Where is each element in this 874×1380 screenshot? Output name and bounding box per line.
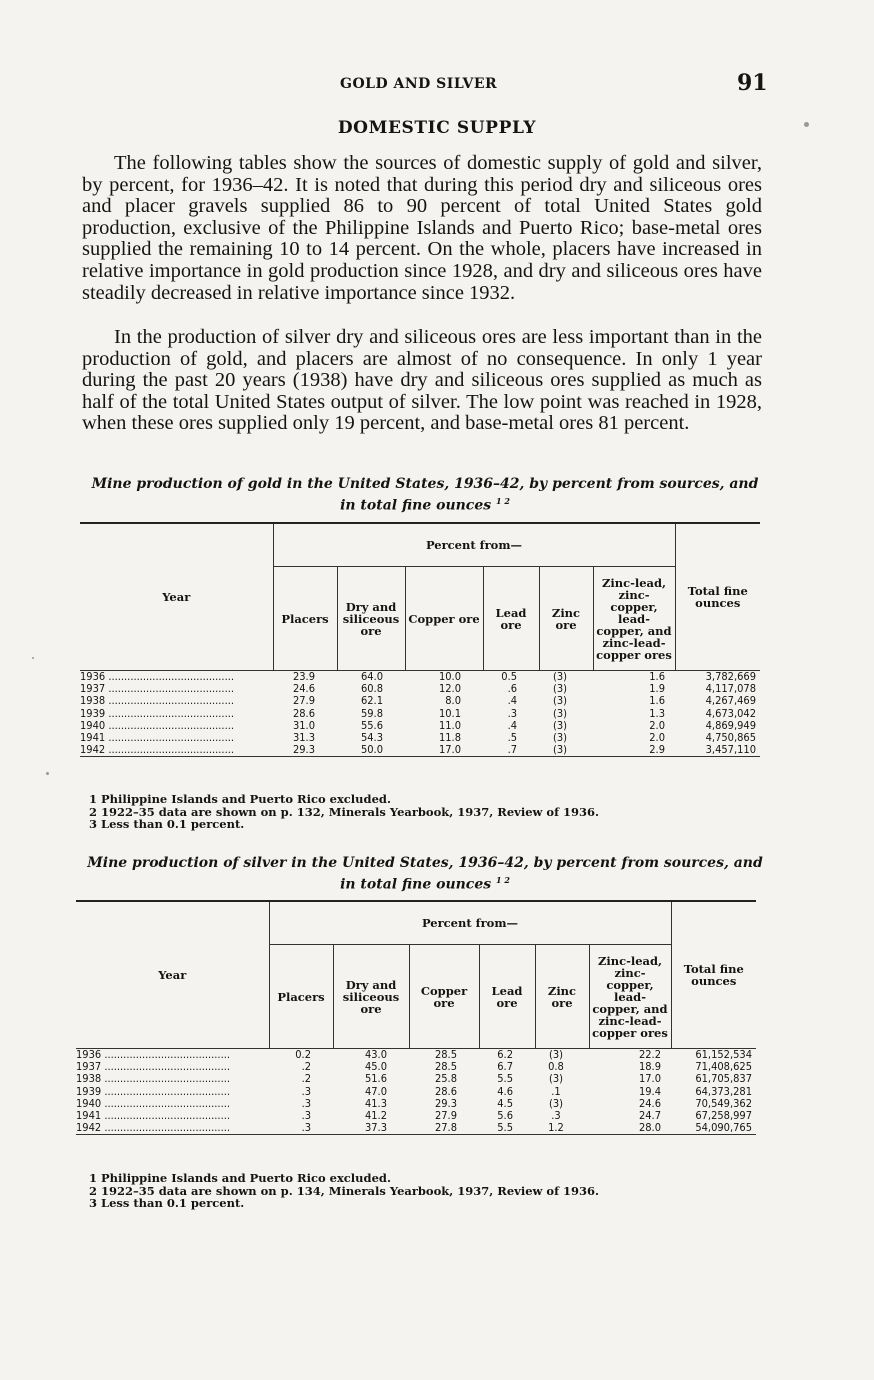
- cell-zinc: (3): [548, 1072, 564, 1086]
- silver-header-percent-from: Percent from—: [269, 901, 671, 945]
- silver-production-table: [76, 900, 756, 1135]
- cell-zinc-lead: 2.0: [649, 731, 665, 745]
- cell-placers: .3: [269, 1122, 333, 1135]
- silver-header-lead: Lead ore: [479, 945, 535, 1049]
- cell-placers: 28.6: [292, 706, 315, 720]
- scan-speck: [32, 657, 34, 659]
- cell-zinc: (3): [552, 706, 568, 720]
- gold-caption-line-2: [80, 493, 770, 515]
- running-title: GOLD AND SILVER: [340, 76, 498, 92]
- cell-zinc: (3): [552, 718, 568, 732]
- gold-caption-footnote-refs: 1 2: [496, 496, 510, 506]
- row-year: 1940 ........................................: [76, 1097, 231, 1110]
- cell-dry: 50.0: [337, 744, 405, 757]
- cell-copper: 27.9: [434, 1109, 457, 1123]
- cell-zinc: (3): [552, 731, 568, 745]
- cell-zinc-lead: 17.0: [638, 1072, 661, 1086]
- cell-zinc-lead: 18.9: [638, 1060, 661, 1074]
- paragraph-2: In the production of silver dry and siliceous ores are less important than in the production of gold, and placers are almost of no consequence. In only 1 year during the past 20 years (1938) have dry and siliceous ores supplied as much as half of the total United States output of silver. The low point was reached in 1928, when these ores supplied only 19 percent, and base-metal ores 81 percent.: [82, 326, 762, 435]
- cell-dry: 60.8: [360, 682, 383, 696]
- cell-dry: 54.3: [360, 731, 383, 745]
- table-row: [80, 708, 760, 720]
- silver-header-zinc-lead: Zinc-lead, zinc-copper, lead-copper, and zinc-lead-copper ores: [589, 945, 671, 1049]
- cell-dry: 51.6: [364, 1072, 387, 1086]
- row-year: 1942 ........................................: [76, 1122, 269, 1135]
- table-row: [76, 1086, 756, 1098]
- gold-header-year: Year: [80, 523, 273, 670]
- cell-total: 54,090,765: [671, 1122, 756, 1135]
- cell-total: 71,408,625: [695, 1060, 752, 1074]
- cell-copper: 11.0: [438, 718, 461, 732]
- cell-copper: 28.6: [434, 1084, 457, 1098]
- table-row: [76, 1073, 756, 1085]
- cell-total: 61,152,534: [695, 1048, 752, 1061]
- cell-placers: 31.3: [292, 731, 315, 745]
- gold-header-placers: Placers: [273, 567, 337, 671]
- cell-dry: 55.6: [360, 718, 383, 732]
- cell-copper: 10.1: [438, 706, 461, 720]
- cell-copper: 10.0: [438, 670, 461, 683]
- cell-zinc: (3): [539, 744, 593, 757]
- cell-total: 4,117,078: [705, 682, 756, 696]
- gold-header-zinc-lead: Zinc-lead, zinc-copper, lead-copper, and zinc-lead-copper ores: [593, 567, 675, 671]
- cell-zinc: (3): [552, 694, 568, 708]
- cell-zinc-lead: 24.7: [638, 1109, 661, 1123]
- cell-copper: 17.0: [405, 744, 483, 757]
- cell-lead: 5.5: [479, 1122, 535, 1135]
- silver-header-zinc: Zinc ore: [535, 945, 589, 1049]
- cell-dry: 59.8: [360, 706, 383, 720]
- silver-header-copper: Copper ore: [409, 945, 479, 1049]
- cell-dry: 41.2: [364, 1109, 387, 1123]
- silver-footnotes: [89, 1172, 599, 1210]
- row-year: 1937 ........................................: [80, 683, 235, 696]
- row-year: 1937 ........................................: [76, 1061, 231, 1074]
- cell-total: 3,457,110: [675, 744, 760, 757]
- row-year: 1939 ........................................: [80, 707, 235, 720]
- cell-placers: .3: [301, 1096, 311, 1110]
- silver-header-placers: Placers: [269, 945, 333, 1049]
- silver-caption-footnote-refs: 1 2: [496, 875, 510, 885]
- silver-footnote-3: 3 Less than 0.1 percent.: [89, 1196, 245, 1210]
- cell-copper: 8.0: [445, 694, 461, 708]
- cell-placers: .3: [301, 1084, 311, 1098]
- cell-lead: 6.2: [497, 1048, 513, 1061]
- cell-lead: 5.5: [497, 1072, 513, 1086]
- cell-copper: 25.8: [434, 1072, 457, 1086]
- cell-total: 3,782,669: [705, 670, 756, 683]
- cell-copper: 28.5: [434, 1048, 457, 1061]
- cell-placers: 0.2: [295, 1048, 311, 1061]
- table-row: [80, 695, 760, 707]
- cell-total: 61,705,837: [695, 1072, 752, 1086]
- cell-placers: .2: [301, 1072, 311, 1086]
- row-year: 1941 ........................................: [80, 732, 235, 745]
- cell-placers: 27.9: [292, 694, 315, 708]
- cell-zinc-lead: 24.6: [638, 1096, 661, 1110]
- cell-copper: 11.8: [438, 731, 461, 745]
- row-year: 1938 ........................................: [76, 1073, 231, 1086]
- row-year: 1936 ........................................: [80, 670, 235, 683]
- cell-placers: 23.9: [292, 670, 315, 683]
- cell-zinc-lead: 28.0: [589, 1122, 671, 1135]
- gold-header-copper: Copper ore: [405, 567, 483, 671]
- gold-header-zinc: Zinc ore: [539, 567, 593, 671]
- cell-lead: .5: [507, 731, 517, 745]
- row-year: 1939 ........................................: [76, 1085, 231, 1098]
- silver-header-total: Total fine ounces: [671, 901, 756, 1048]
- cell-dry: 43.0: [364, 1048, 387, 1061]
- cell-lead: 0.5: [501, 670, 517, 683]
- cell-placers: .3: [301, 1109, 311, 1123]
- gold-footnotes: [89, 793, 599, 831]
- cell-dry: 47.0: [364, 1084, 387, 1098]
- silver-footnote-1: 1 Philippine Islands and Puerto Rico excluded.: [89, 1171, 391, 1185]
- cell-lead: .4: [507, 694, 517, 708]
- silver-caption-line-1: Mine production of silver in the United States, 1936–42, by percent from sources, and: [87, 855, 763, 871]
- scan-speck: [46, 772, 49, 775]
- silver-caption-line-2: [80, 872, 770, 894]
- cell-zinc-lead: 1.9: [649, 682, 665, 696]
- cell-lead: 4.6: [497, 1084, 513, 1098]
- cell-zinc-lead: 1.6: [649, 670, 665, 683]
- row-year: 1941 ........................................: [76, 1110, 231, 1123]
- table-row: [76, 1122, 756, 1135]
- cell-lead: 4.5: [497, 1096, 513, 1110]
- gold-footnote-1: 1 Philippine Islands and Puerto Rico excluded.: [89, 792, 391, 806]
- cell-total: 70,549,362: [695, 1096, 752, 1110]
- cell-dry: 64.0: [360, 670, 383, 683]
- gold-header-total: Total fine ounces: [675, 523, 760, 670]
- cell-dry: 62.1: [360, 694, 383, 708]
- cell-dry: 45.0: [364, 1060, 387, 1074]
- silver-footnote-2: 2 1922–35 data are shown on p. 134, Minerals Yearbook, 1937, Review of 1936.: [89, 1183, 600, 1198]
- cell-total: 4,750,865: [705, 731, 756, 745]
- silver-header-year: Year: [76, 901, 269, 1048]
- cell-zinc: .3: [551, 1109, 561, 1123]
- silver-caption-line-2-text: in total fine ounces: [340, 876, 492, 893]
- gold-header-dry: Dry and siliceous ore: [337, 567, 405, 671]
- section-title: DOMESTIC SUPPLY: [337, 118, 537, 138]
- cell-lead: .3: [507, 706, 517, 720]
- cell-zinc: (3): [552, 682, 568, 696]
- cell-total: 4,673,042: [705, 706, 756, 720]
- cell-copper: 12.0: [438, 682, 461, 696]
- cell-dry: 37.3: [333, 1122, 409, 1135]
- cell-total: 64,373,281: [695, 1084, 752, 1098]
- gold-caption-line-1: Mine production of gold in the United States, 1936–42, by percent from sources, and: [91, 476, 759, 492]
- cell-placers: 24.6: [292, 682, 315, 696]
- cell-total: 4,869,949: [705, 718, 756, 732]
- cell-zinc: (3): [548, 1048, 564, 1061]
- cell-lead: 5.6: [497, 1109, 513, 1123]
- cell-zinc: (3): [548, 1096, 564, 1110]
- silver-table-caption: [80, 855, 770, 894]
- cell-dry: 41.3: [364, 1096, 387, 1110]
- cell-placers: .2: [301, 1060, 311, 1074]
- cell-placers: 29.3: [273, 744, 337, 757]
- row-year: 1940 ........................................: [80, 719, 235, 732]
- cell-lead: .4: [507, 718, 517, 732]
- gold-caption-line-2-text: in total fine ounces: [340, 497, 492, 514]
- cell-total: 67,258,997: [695, 1109, 752, 1123]
- cell-placers: 31.0: [292, 718, 315, 732]
- cell-zinc-lead: 1.3: [649, 706, 665, 720]
- cell-copper: 27.8: [409, 1122, 479, 1135]
- cell-zinc: .1: [551, 1084, 561, 1098]
- gold-header-lead: Lead ore: [483, 567, 539, 671]
- cell-lead: 6.7: [497, 1060, 513, 1074]
- cell-zinc-lead: 2.9: [593, 744, 675, 757]
- cell-zinc-lead: 2.0: [649, 718, 665, 732]
- cell-zinc-lead: 19.4: [638, 1084, 661, 1098]
- gold-header-percent-from: Percent from—: [273, 523, 675, 567]
- gold-footnote-2: 2 1922–35 data are shown on p. 132, Minerals Yearbook, 1937, Review of 1936.: [89, 804, 600, 819]
- gold-footnote-3: 3 Less than 0.1 percent.: [89, 817, 245, 831]
- cell-lead: .7: [483, 744, 539, 757]
- cell-zinc: (3): [552, 670, 568, 683]
- cell-zinc-lead: 22.2: [638, 1048, 661, 1061]
- row-year: 1942 ........................................: [80, 744, 273, 757]
- paragraph-1: The following tables show the sources of domestic supply of gold and silver, by percent, for 1936–42. It is noted that during this period dry and siliceous ores and placer gravels supplied 86 to 90 percent of total United States gold production, exclusive of the Philippine Islands and Puerto Rico; base-metal ores supplied the remaining 10 to 14 percent. On the whole, placers have increased in relative importance in gold production since 1928, and dry and siliceous ores have steadily decreased in relative importance since 1932.: [82, 152, 762, 304]
- row-year: 1938 ........................................: [80, 695, 235, 708]
- silver-header-dry: Dry and siliceous ore: [333, 945, 409, 1049]
- scan-speck: [804, 122, 809, 127]
- row-year: 1936 ........................................: [76, 1048, 231, 1061]
- gold-production-table: [80, 522, 760, 757]
- cell-zinc: 1.2: [535, 1122, 589, 1135]
- page-number: 91: [737, 70, 768, 96]
- gold-table-caption: [80, 476, 770, 515]
- cell-zinc: 0.8: [548, 1060, 564, 1074]
- table-row: [80, 744, 760, 757]
- cell-copper: 29.3: [434, 1096, 457, 1110]
- cell-total: 4,267,469: [705, 694, 756, 708]
- cell-zinc-lead: 1.6: [649, 694, 665, 708]
- cell-lead: .6: [507, 682, 517, 696]
- cell-copper: 28.5: [434, 1060, 457, 1074]
